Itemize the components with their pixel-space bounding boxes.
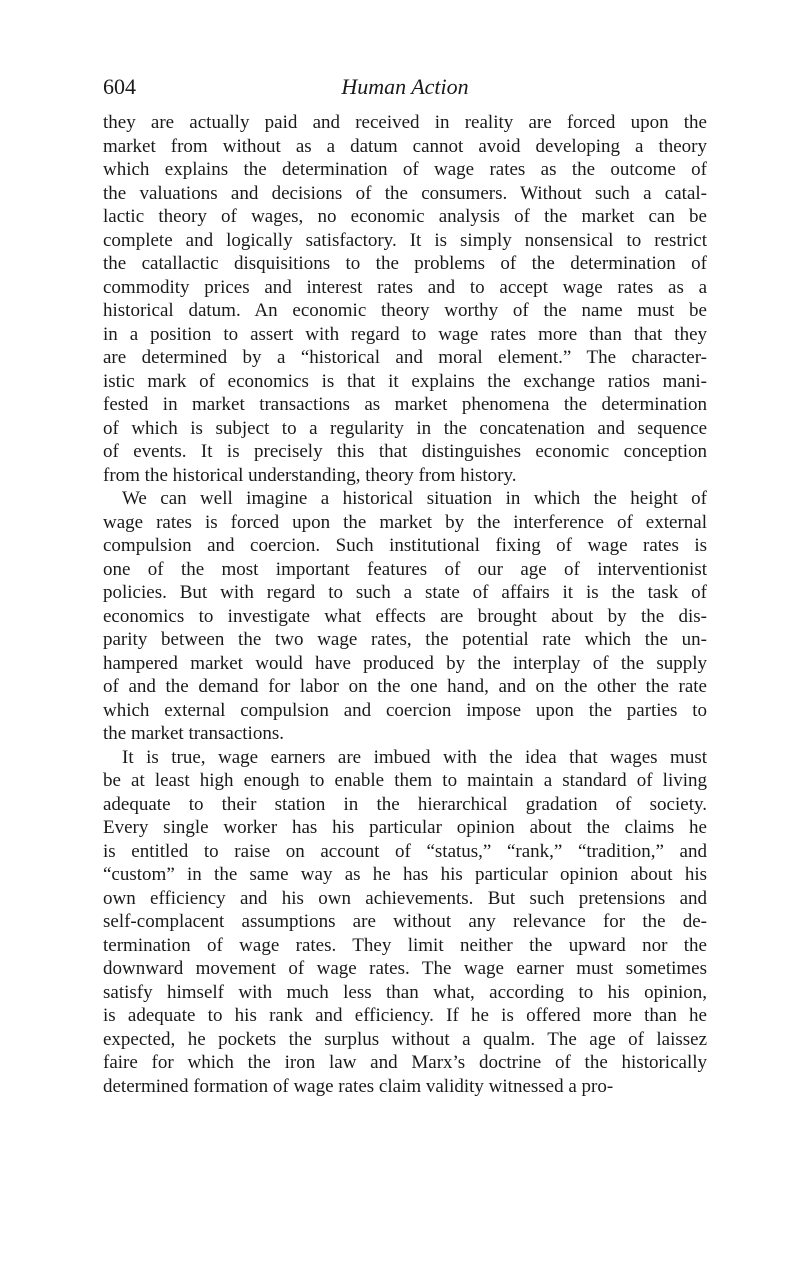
- text-line: from the historical understanding, theory from history.: [103, 464, 517, 486]
- page-number: 604: [103, 74, 136, 99]
- text-line: which external compulsion and coercion impose upon the parties to: [103, 699, 707, 721]
- text-line: they are actually paid and received in reality are forced upon the: [103, 112, 707, 133]
- book-page: [103, 72, 707, 1098]
- text-line: faire for which the iron law and Marx’s doctrine of the historically: [103, 1052, 707, 1073]
- text-line: is entitled to raise on account of “status,” “rank,” “tradition,” and: [103, 840, 707, 862]
- text-line: It is true, wage earners are imbued with the idea that wages must: [122, 746, 707, 768]
- text-line: market from without as a datum cannot avoid developing a theory: [103, 135, 707, 157]
- text-line: the market transactions.: [103, 723, 284, 744]
- text-line: fested in market transactions as market phenomena the determination: [103, 394, 707, 415]
- text-line: one of the most important features of our age of interventionist: [103, 558, 707, 580]
- text-line: own efficiency and his own achievements. But such pretensions and: [103, 887, 707, 909]
- text-line: the valuations and decisions of the consumers. Without such a catal-: [103, 182, 707, 204]
- text-line: which explains the determination of wage rates as the outcome of: [103, 159, 707, 180]
- text-line: of which is subject to a regularity in the concatenation and sequence: [103, 417, 707, 439]
- text-line: of and the demand for labor on the one hand, and on the other the rate: [103, 676, 707, 697]
- text-line: determined formation of wage rates claim validity witnessed a pro-: [103, 1075, 614, 1097]
- text-line: parity between the two wage rates, the potential rate which the un-: [103, 629, 707, 650]
- paragraph: [103, 111, 707, 487]
- text-line: “custom” in the same way as he has his particular opinion about his: [103, 864, 707, 885]
- text-line: self-complacent assumptions are without any relevance for the de-: [103, 911, 707, 932]
- paragraph: [103, 746, 707, 1099]
- text-line: is adequate to his rank and efficiency. If he is offered more than he: [103, 1005, 707, 1026]
- text-line: complete and logically satisfactory. It is simply nonsensical to restrict: [103, 229, 707, 251]
- text-line: adequate to their station in the hierarchical gradation of society.: [103, 793, 707, 815]
- text-line: wage rates is forced upon the market by the interference of external: [103, 511, 707, 533]
- text-line: of events. It is precisely this that distinguishes economic conception: [103, 441, 707, 462]
- text-line: the catallactic disquisitions to the problems of the determination of: [103, 253, 707, 274]
- text-line: in a position to assert with regard to wage rates more than that they: [103, 323, 707, 345]
- text-line: policies. But with regard to such a state of affairs it is the task of: [103, 582, 707, 603]
- text-line: Every single worker has his particular opinion about the claims he: [103, 817, 707, 838]
- page-header: [103, 72, 707, 102]
- text-line: satisfy himself with much less than what, according to his opinion,: [103, 981, 707, 1003]
- text-line: expected, he pockets the surplus without a qualm. The age of laissez: [103, 1028, 707, 1050]
- text-line: termination of wage rates. They limit neither the upward nor the: [103, 934, 707, 956]
- text-line: downward movement of wage rates. The wage earner must sometimes: [103, 958, 707, 979]
- text-line: compulsion and coercion. Such institutional fixing of wage rates is: [103, 535, 707, 556]
- running-title: Human Action: [341, 74, 469, 99]
- text-line: economics to investigate what effects are brought about by the dis-: [103, 605, 707, 627]
- text-line: commodity prices and interest rates and to accept wage rates as a: [103, 276, 707, 298]
- text-line: be at least high enough to enable them to maintain a standard of living: [103, 770, 707, 791]
- text-line: historical datum. An economic theory worthy of the name must be: [103, 300, 707, 321]
- text-line: We can well imagine a historical situation in which the height of: [122, 488, 707, 509]
- body-text: [103, 111, 707, 1098]
- text-line: lactic theory of wages, no economic analysis of the market can be: [103, 206, 707, 227]
- text-line: are determined by a “historical and moral element.” The character-: [103, 347, 707, 368]
- text-line: hampered market would have produced by the interplay of the supply: [103, 652, 707, 674]
- text-line: istic mark of economics is that it explains the exchange ratios mani-: [103, 370, 707, 392]
- paragraph: [103, 487, 707, 746]
